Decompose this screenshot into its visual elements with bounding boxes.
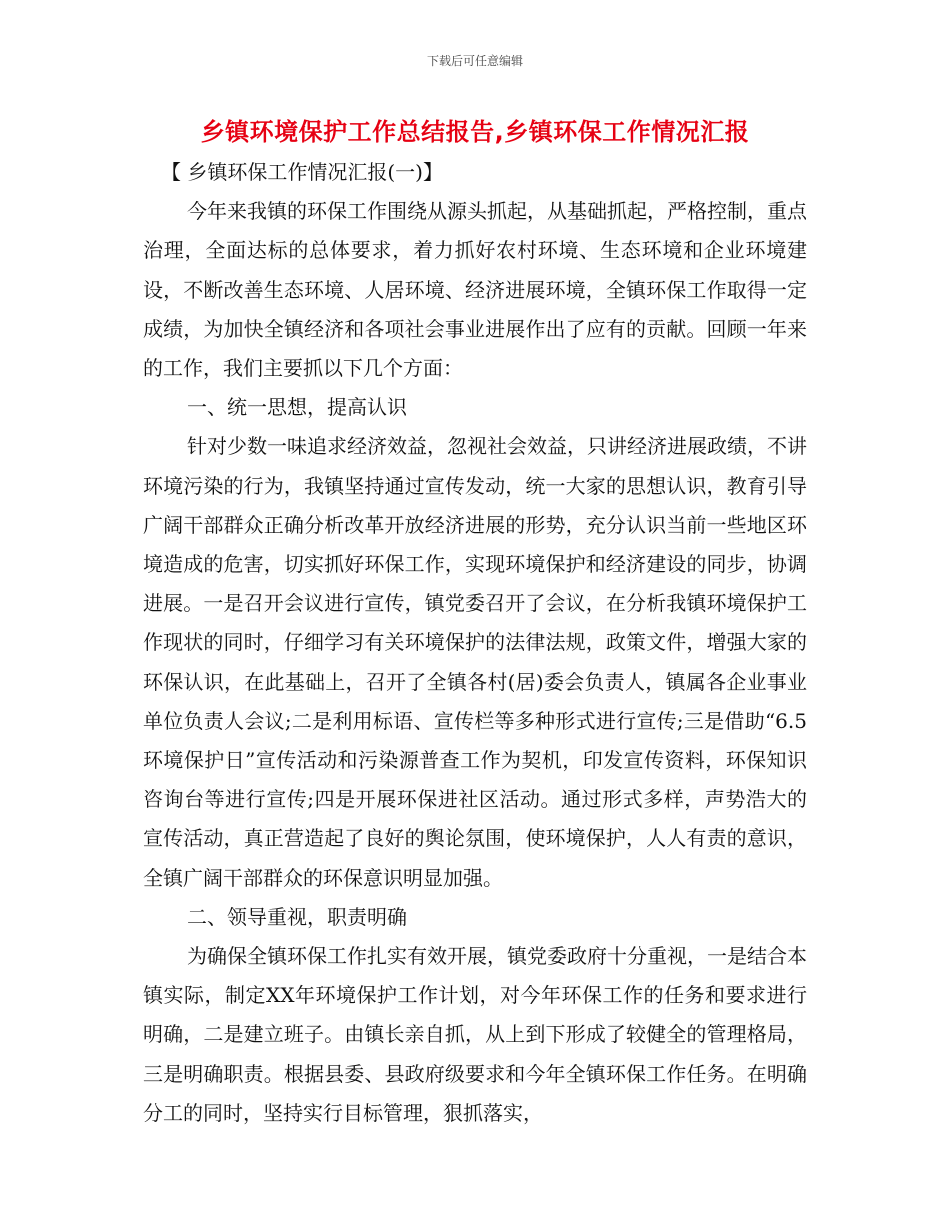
section-heading: 【 乡镇环保工作情况汇报(一)】 [161, 160, 443, 184]
document-title: 乡镇环境保护工作总结报告,乡镇环保工作情况汇报 [200, 118, 750, 146]
paragraph-intro: 今年来我镇的环保工作围绕从源头抓起，从基础抓起，严格控制，重点治理，全面达标的总体要求，着力抓好农村环境、生态环境和企业环境建设，不断改善生态环境、人居环境、经济进展环境，全镇环保工作取得一定成绩，为加快全镇经济和各项社会事业进展作出了应有的贡献。回顾一年来的工作，我们主要抓以下几个方面： [143, 199, 807, 381]
paragraph-leadership: 为确保全镇环保工作扎实有效开展，镇党委政府十分重视，一是结合本镇实际，制定XX年环境保护工作计划，对今年环保工作的任务和要求进行明确，二是建立班子。由镇长亲自抓，从上到下形成了较健全的管理格局，三是明确职责。根据县委、县政府级要求和今年全镇环保工作任务。在明确分工的同时，坚持实行目标管理，狠抓落实， [143, 944, 807, 1125]
subheading-unify-thinking: 一、统一思想，提高认识 [187, 395, 407, 420]
subheading-leadership: 二、领导重视，职责明确 [187, 904, 407, 929]
paragraph-publicity: 针对少数一味追求经济效益，忽视社会效益，只讲经济进展政绩，不讲环境污染的行为，我镇坚持通过宣传发动，统一大家的思想认识，教育引导广阔干部群众正确分析改革开放经济进展的形势，充分认识当前一些地区环境造成的危害，切实抓好环保工作，实现环境保护和经济建设的同步，协调进展。一是召开会议进行宣传，镇党委召开了会议，在分析我镇环境保护工作现状的同时，仔细学习有关环境保护的法律法规，政策文件，增强大家的环保认识，在此基础上，召开了全镇各村(居)委会负责人，镇属各企业事业单位负责人会议;二是利用标语、宣传栏等多种形式进行宣传;三是借助“6.5环境保护日”宣传活动和污染源普查工作为契机，印发宣传资料，环保知识咨询台等进行宣传;四是开展环保进社区活动。通过形式多样，声势浩大的宣传活动，真正营造起了良好的舆论氛围，使环境保护，人人有责的意识，全镇广阔干部群众的环保意识明显加强。 [143, 434, 807, 890]
document-body [143, 153, 807, 1133]
header-note: 下载后可任意编辑 [426, 54, 523, 68]
